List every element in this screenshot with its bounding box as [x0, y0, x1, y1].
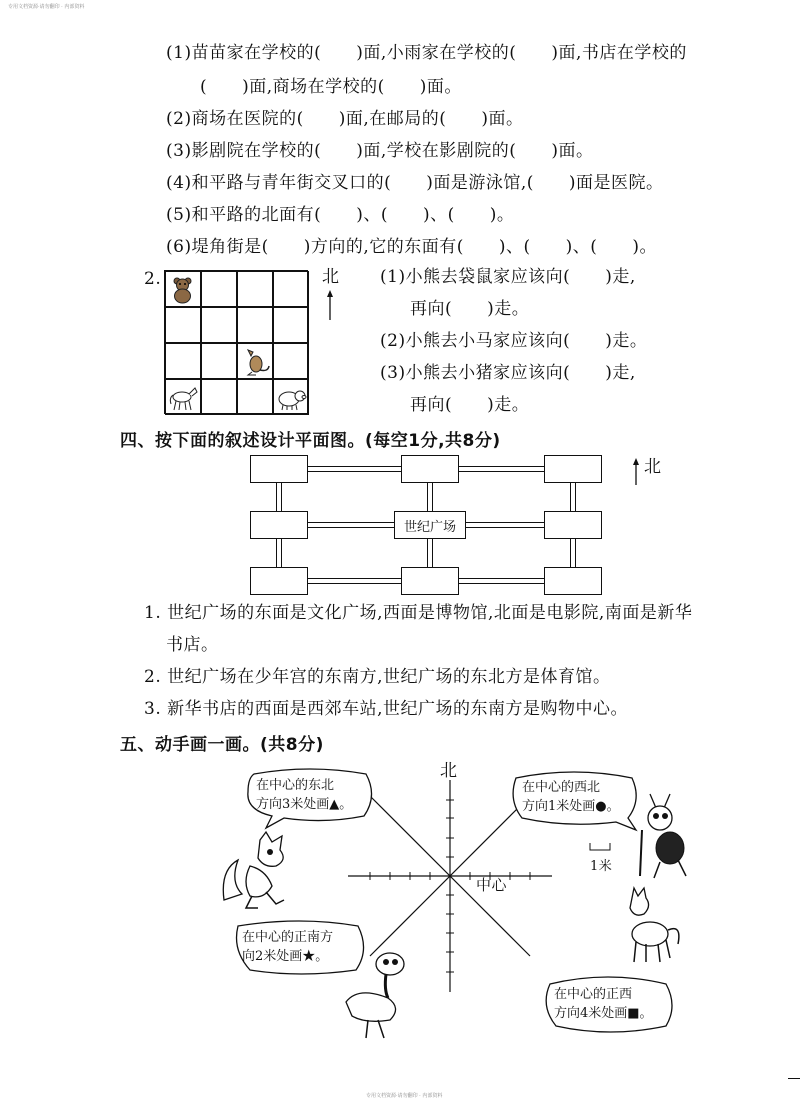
bubble-line: 向2米处画★。 [242, 949, 329, 964]
footer-watermark: 专用文档资源·请勿翻印 · 内部资料 [366, 1093, 443, 1099]
s3-line-1: (1)苗苗家在学校的( )面,小雨家在学校的( )面,书店在学校的 [166, 43, 687, 63]
plan-box-e[interactable] [544, 511, 602, 539]
horse-icon [167, 382, 199, 412]
q2-line-4: (3)小熊去小猪家应该向( )走, [380, 363, 636, 383]
fox-icon [220, 830, 300, 912]
bubble-northwest [508, 770, 640, 832]
s5-north-label: 北 [440, 761, 458, 781]
road [276, 539, 282, 567]
grid-cell [201, 343, 237, 379]
grid-cell [273, 271, 309, 307]
north-arrow-icon [324, 290, 336, 322]
q2-line-1: (1)小熊去袋鼠家应该向( )走, [380, 267, 636, 287]
grid-cell [273, 307, 309, 343]
bubble-line: 方向4米处画■。 [554, 1006, 653, 1021]
grid-cell [237, 307, 273, 343]
bubble-line: 在中心的东北 [256, 778, 335, 793]
s3-line-7: (6)堤角街是( )方向的,它的东面有( )、( )、( )。 [166, 237, 658, 257]
north-arrow-icon [630, 458, 642, 486]
bear-icon [168, 274, 198, 304]
s3-line-6: (5)和平路的北面有( )、( )、( )。 [166, 205, 515, 225]
road [427, 539, 433, 567]
position-grid [164, 270, 308, 414]
grid-cell [201, 379, 237, 415]
road [570, 539, 576, 567]
ant-icon [630, 790, 704, 882]
s3-line-4: (3)影剧院在学校的( )面,学校在影剧院的( )面。 [166, 141, 594, 161]
bubble-northeast [244, 768, 376, 830]
plan-box-sw[interactable] [250, 567, 308, 595]
plan-box-w[interactable] [250, 511, 308, 539]
plan-box-ne[interactable] [544, 455, 602, 483]
bubble-line: 在中心的西北 [522, 780, 601, 795]
s4-line-2: 书店。 [166, 635, 219, 655]
s4-north-label: 北 [644, 457, 662, 477]
plan-box-s[interactable] [401, 567, 459, 595]
plan-box-se[interactable] [544, 567, 602, 595]
grid-cell [165, 271, 201, 307]
s4-line-1: 1. 世纪广场的东面是文化广场,西面是博物馆,北面是电影院,南面是新华 [144, 603, 693, 623]
bubble-line: 在中心的正南方 [242, 930, 334, 945]
page-edge-mark [788, 1078, 800, 1079]
grid-cell [273, 379, 309, 415]
grid-cell [273, 343, 309, 379]
grid-cell [237, 379, 273, 415]
plan-box-n[interactable] [401, 455, 459, 483]
s3-line-3: (2)商场在医院的( )面,在邮局的( )面。 [166, 109, 524, 129]
grid-cell [165, 307, 201, 343]
grid-cell [237, 343, 273, 379]
kangaroo-icon [240, 346, 270, 376]
plan-box-nw[interactable] [250, 455, 308, 483]
bubble-line: 方向1米处画●。 [522, 799, 620, 814]
section5-heading: 五、动手画一画。(共8分) [120, 735, 324, 755]
pig-icon [275, 382, 307, 412]
grid-cell [237, 271, 273, 307]
scale-bar-icon [588, 842, 614, 852]
scale-label: 1米 [590, 859, 613, 874]
plan-box-center: 世纪广场 [394, 511, 466, 539]
s3-line-2: ( )面,商场在学校的( )面。 [200, 77, 462, 97]
road [427, 483, 433, 511]
q2-north-label: 北 [322, 267, 340, 287]
section4-heading: 四、按下面的叙述设计平面图。(每空1分,共8分) [120, 431, 501, 451]
road [276, 483, 282, 511]
s5-center-label: 中心 [476, 876, 508, 894]
q2-line-5: 再向( )走。 [410, 395, 530, 415]
q2-line-2: 再向( )走。 [410, 299, 530, 319]
bubble-west [540, 976, 676, 1038]
q2-number: 2. [144, 269, 162, 289]
grid-cell [165, 343, 201, 379]
s4-line-3: 2. 世纪广场在少年宫的东南方,世纪广场的东北方是体育馆。 [144, 667, 611, 687]
grid-cell [201, 307, 237, 343]
s3-line-5: (4)和平路与青年街交叉口的( )面是游泳馆,( )面是医院。 [166, 173, 664, 193]
grid-cell [201, 271, 237, 307]
horse-cartoon-icon [616, 884, 686, 966]
s4-line-4: 3. 新华书店的西面是西郊车站,世纪广场的东南方是购物中心。 [144, 699, 629, 719]
header-watermark: 专用文档资源·请勿翻印 · 内部资料 [8, 4, 85, 10]
q2-line-3: (2)小熊去小马家应该向( )走。 [380, 331, 648, 351]
road [570, 483, 576, 511]
bubble-line: 在中心的正西 [554, 987, 633, 1002]
bubble-line: 方向3米处画▲。 [256, 797, 353, 812]
plan-diagram [250, 455, 610, 595]
grid-cell [165, 379, 201, 415]
ostrich-icon [338, 950, 418, 1042]
